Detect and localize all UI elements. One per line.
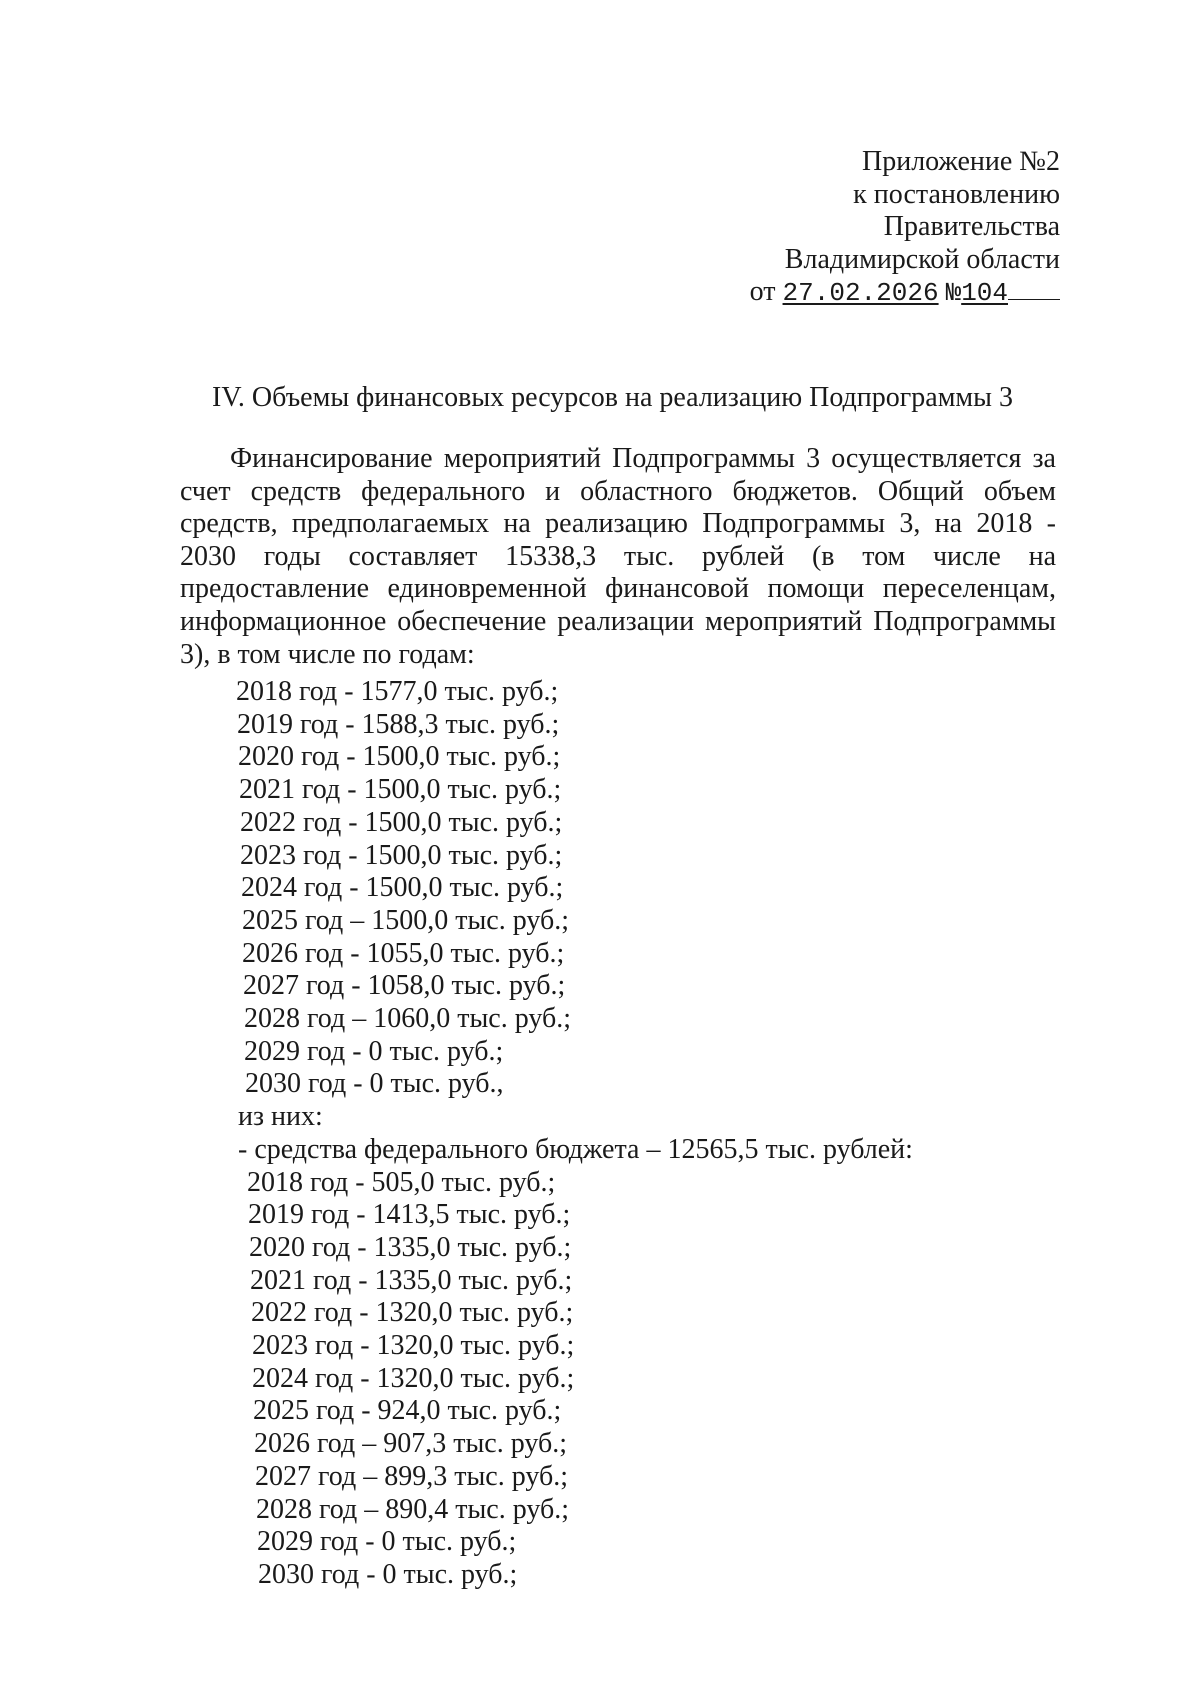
federal-year-row: 2028 год – 890,4 тыс. руб.; [256,1493,569,1525]
of-them-label: из них: [238,1101,323,1133]
appendix-date-line [750,276,1060,310]
federal-year-row: 2018 год - 505,0 тыс. руб.; [247,1166,556,1198]
total-year-row: 2022 год - 1500,0 тыс. руб.; [240,806,563,838]
federal-budget-header: - средства федерального бюджета – 12565,5 тыс. рублей: [238,1133,913,1165]
federal-year-row: 2021 год - 1335,0 тыс. руб.; [250,1264,573,1296]
total-year-row: 2021 год - 1500,0 тыс. руб.; [239,774,562,806]
total-year-row: 2023 год - 1500,0 тыс. руб.; [240,839,563,871]
financing-paragraph: Финансирование мероприятий Подпрограммы 3 осуществляется за счет средств федерального и областного бюджетов. Общий объем средств, предполагаемых на реализацию Подпрограммы 3, на 2018 - 2030 годы составляет 15338,3 тыс. рублей (в том числе на предоставление единовременной финансовой помощи переселенцам, информационное обеспечение реализации мероприятий Подпрограммы 3), в том числе по годам: [180,443,1056,670]
total-year-row: 2027 год - 1058,0 тыс. руб.; [243,970,566,1002]
federal-year-row: 2020 год - 1335,0 тыс. руб.; [249,1231,572,1263]
total-year-row: 2024 год - 1500,0 тыс. руб.; [241,872,564,904]
financing-list [0,676,913,1592]
total-year-row: 2019 год - 1588,3 тыс. руб.; [237,708,560,740]
appendix-block [750,146,1060,310]
appendix-region: Владимирской области [784,243,1060,275]
federal-year-row: 2030 год - 0 тыс. руб.; [258,1558,518,1590]
federal-year-row: 2019 год - 1413,5 тыс. руб.; [248,1199,571,1231]
federal-year-row: 2022 год - 1320,0 тыс. руб.; [251,1297,574,1329]
total-year-row: 2020 год - 1500,0 тыс. руб.; [238,741,561,773]
appendix-title: Приложение №2 [862,146,1060,177]
appendix-to-resolution: к постановлению [853,178,1060,210]
date-prefix: от [749,276,776,307]
resolution-date: 27.02.2026 [782,278,939,308]
resolution-number: 104 [961,278,1008,308]
number-blank-line [1008,298,1060,300]
total-year-row: 2018 год - 1577,0 тыс. руб.; [236,676,559,707]
federal-year-row: 2027 год – 899,3 тыс. руб.; [255,1460,568,1492]
total-year-row: 2026 год - 1055,0 тыс. руб.; [242,937,565,969]
federal-year-row: 2026 год – 907,3 тыс. руб.; [254,1428,567,1460]
total-year-row: 2029 год - 0 тыс. руб.; [244,1035,504,1067]
total-year-row: 2025 год – 1500,0 тыс. руб.; [242,904,569,936]
number-sign: № [945,278,962,308]
total-year-row: 2028 год – 1060,0 тыс. руб.; [244,1003,571,1035]
federal-year-row: 2023 год - 1320,0 тыс. руб.; [252,1330,575,1362]
federal-year-row: 2024 год - 1320,0 тыс. руб.; [252,1362,575,1394]
federal-year-row: 2029 год - 0 тыс. руб.; [257,1526,517,1558]
federal-year-row: 2025 год - 924,0 тыс. руб.; [253,1395,562,1427]
total-year-row: 2030 год - 0 тыс. руб., [245,1068,504,1100]
section-heading: IV. Объемы финансовых ресурсов на реализацию Подпрограммы 3 [212,382,1013,413]
appendix-government: Правительства [883,211,1060,242]
